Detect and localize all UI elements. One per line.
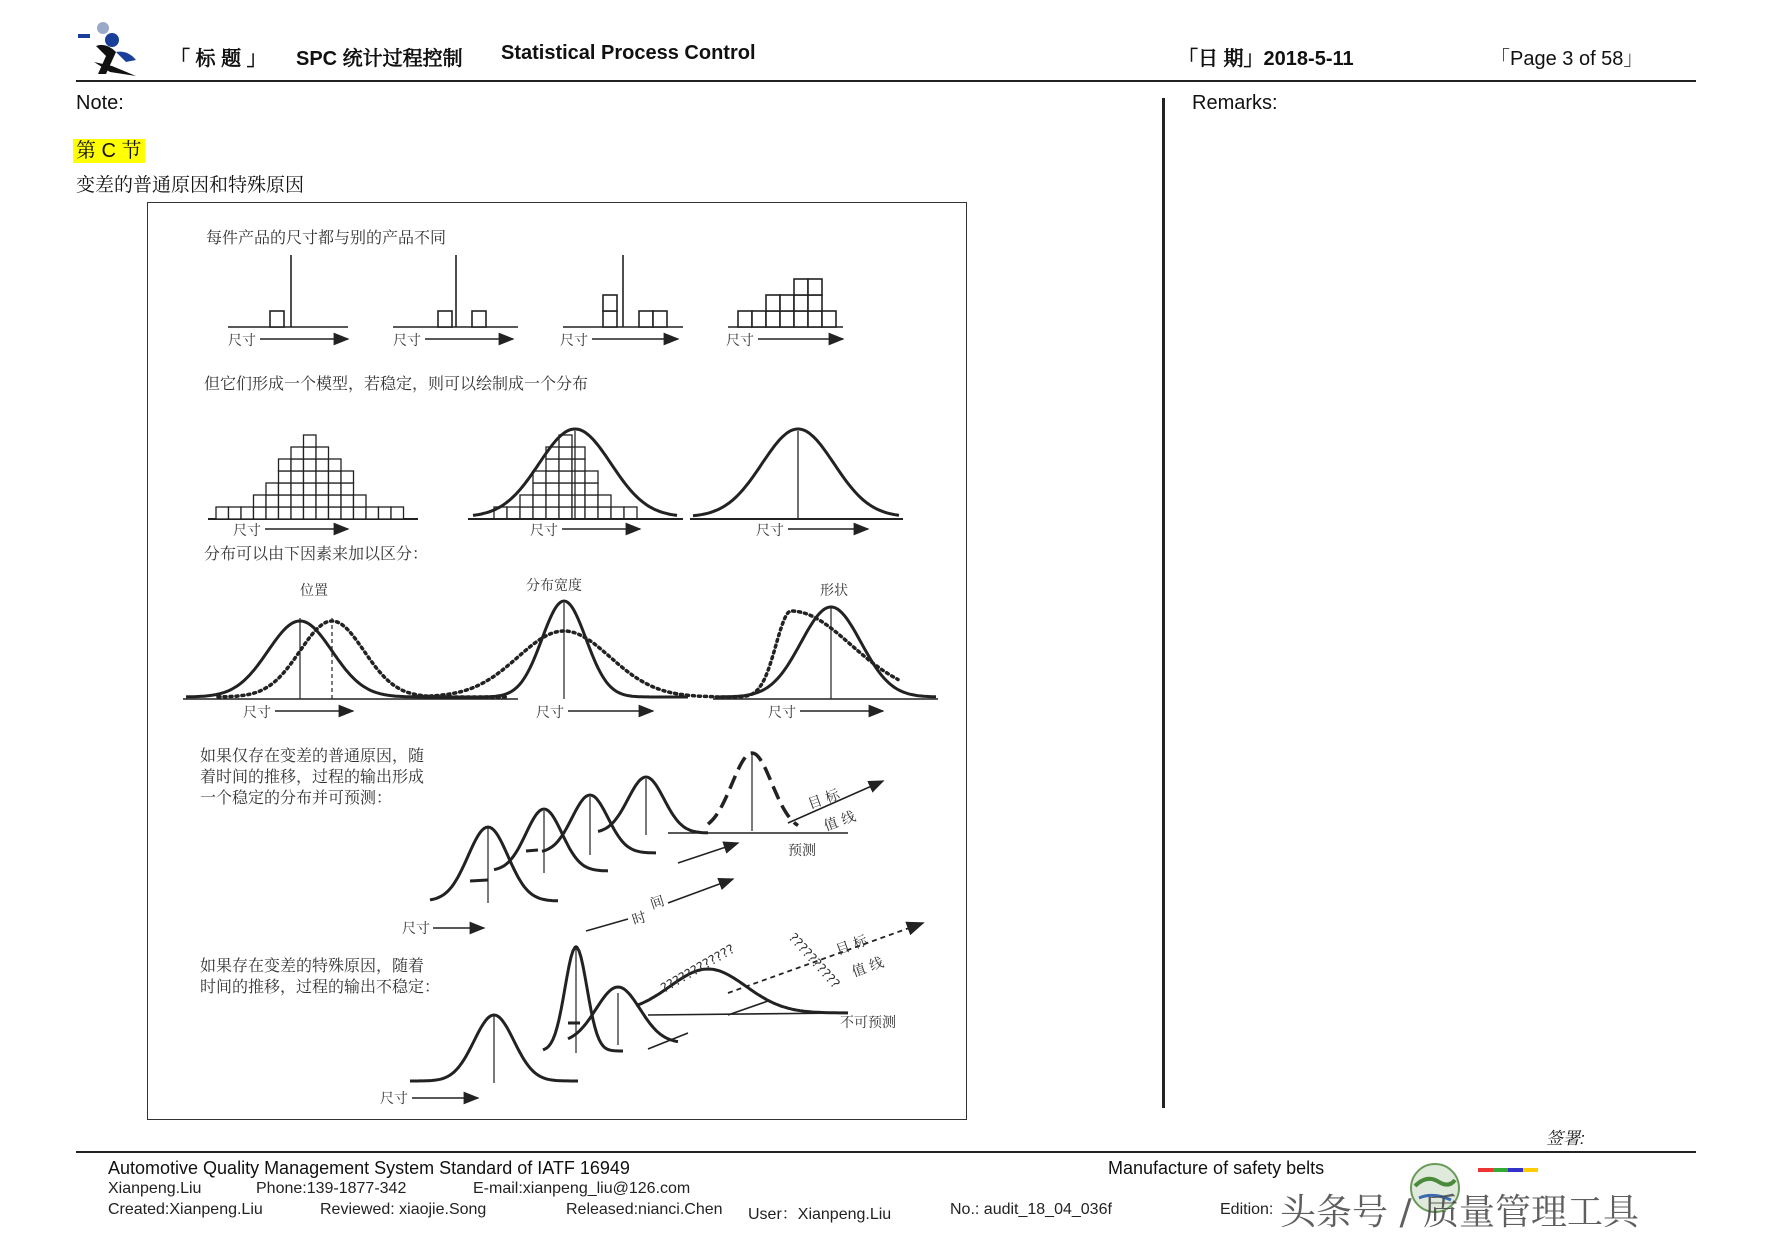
- header-page-number: 「Page 3 of 58」: [1490, 48, 1644, 70]
- histogram-cell: [329, 483, 342, 495]
- histogram-cell: [291, 483, 304, 495]
- histogram-cell: [316, 447, 329, 459]
- question-marks-trail: ????????????: [658, 942, 738, 997]
- histogram-cell: [533, 471, 546, 483]
- histogram-3: [563, 255, 683, 327]
- size-label-r2-2: 尺寸: [530, 523, 558, 539]
- histogram-cell: [572, 483, 585, 495]
- company-logo: [76, 20, 152, 78]
- size-label-r3-1: 尺寸: [243, 705, 271, 721]
- footer-created: Created:Xianpeng.Liu: [108, 1201, 263, 1218]
- histogram-cell: [391, 507, 404, 519]
- histogram-cell: [572, 471, 585, 483]
- time-arrow-part-2: [668, 879, 733, 903]
- header-divider: [76, 80, 1696, 82]
- histogram-cell: [546, 495, 559, 507]
- histogram-cell: [216, 507, 229, 519]
- histogram-2: [393, 255, 518, 327]
- histogram-cell: [546, 471, 559, 483]
- histogram-cell: [520, 495, 533, 507]
- histogram-cell: [279, 471, 292, 483]
- header-title-label: 「 标 题 」: [170, 48, 267, 70]
- size-label-r1-4: 尺寸: [726, 333, 754, 349]
- histogram-cell: [598, 507, 611, 519]
- histogram-cell: [254, 507, 267, 519]
- special-cause-line-2: 时间的推移，过程的输出不稳定：: [200, 977, 441, 996]
- footer-released: Released:nianci.Chen: [566, 1201, 723, 1218]
- histogram-cell: [316, 483, 329, 495]
- histogram-cell: [624, 507, 637, 519]
- histogram-cell: [266, 483, 279, 495]
- histogram-cell: [341, 471, 354, 483]
- histogram-4: [728, 279, 843, 327]
- size-label-r1-3: 尺寸: [560, 333, 588, 349]
- size-label-r1-2: 尺寸: [393, 333, 421, 349]
- unpredictable-label: 不可预测: [840, 1015, 896, 1031]
- time-label-a: 时: [630, 909, 649, 929]
- histogram-cell: [585, 507, 598, 519]
- footer-phone: Phone:139-1877-342: [256, 1180, 407, 1197]
- common-cause-line-3: 一个稳定的分布并可预测：: [200, 788, 393, 807]
- location-label: 位置: [300, 583, 328, 599]
- histogram-cell: [329, 459, 342, 471]
- histogram-cell: [366, 507, 379, 519]
- watermark-text: 头条号 / 质量管理工具: [1280, 1192, 1640, 1233]
- histogram-cell: [559, 471, 572, 483]
- histogram-cell: [520, 507, 533, 519]
- histogram-cell: [611, 507, 624, 519]
- histogram-cell: [291, 471, 304, 483]
- histogram-cell: [572, 459, 585, 471]
- footer-standard: Automotive Quality Management System Standard of IATF 16949: [108, 1158, 630, 1178]
- target-label-1b: 值 线: [821, 808, 858, 835]
- histogram-cell: [585, 483, 598, 495]
- predict-label: 预测: [788, 843, 816, 859]
- histogram-cell: [379, 507, 392, 519]
- header-title-cn: SPC 统计过程控制: [296, 48, 463, 70]
- footer-number: No.: audit_18_04_036f: [950, 1201, 1112, 1218]
- size-label-r3-2: 尺寸: [536, 705, 564, 721]
- signature-label: 签署:: [1546, 1129, 1585, 1148]
- histogram-cell: [559, 495, 572, 507]
- histogram-cell: [291, 507, 304, 519]
- histogram-cell: [304, 459, 317, 471]
- shape-curves: [713, 607, 938, 699]
- histogram-cell: [546, 483, 559, 495]
- header-date: 「日 期」2018-5-11: [1178, 48, 1354, 70]
- histogram-cell: [291, 459, 304, 471]
- column-divider: [1162, 98, 1165, 1108]
- section-tag: [73, 134, 145, 163]
- row3-caption: 分布可以由下因素来加以区分：: [204, 544, 429, 563]
- variation-causes-figure: [147, 202, 967, 1120]
- histogram-cell: [316, 507, 329, 519]
- section-title: 变差的普通原因和特殊原因: [76, 175, 305, 196]
- histogram-cell: [279, 507, 292, 519]
- spread-label: 分布宽度: [526, 578, 582, 594]
- histogram-cell: [507, 507, 520, 519]
- histogram-cell: [354, 507, 367, 519]
- histogram-cell: [585, 495, 598, 507]
- histogram-cell: [304, 507, 317, 519]
- histogram-cell: [254, 495, 267, 507]
- time-arrow-part-1: [586, 919, 628, 931]
- figure-canvas: [148, 203, 966, 1119]
- histogram-cell: [585, 471, 598, 483]
- footer-divider: [76, 1151, 1696, 1153]
- common-cause-line-1: 如果仅存在变差的普通原因，随: [200, 746, 425, 765]
- location-curves: [183, 618, 518, 699]
- footer-product: Manufacture of safety belts: [1108, 1158, 1325, 1178]
- footer-author: Xianpeng.Liu: [108, 1180, 202, 1197]
- histogram-cell: [341, 483, 354, 495]
- row2-caption: 但它们形成一个模型，若稳定，则可以绘制成一个分布: [204, 374, 589, 393]
- footer-reviewed: Reviewed: xiaojie.Song: [320, 1201, 487, 1218]
- histogram-cell: [229, 507, 242, 519]
- note-label: Note:: [76, 92, 124, 114]
- special-cause-line-1: 如果存在变差的特殊原因，随着: [200, 956, 425, 975]
- size-label-r2-1: 尺寸: [233, 523, 261, 539]
- histogram-cell: [304, 495, 317, 507]
- histogram-cell: [354, 495, 367, 507]
- histogram-cell: [533, 483, 546, 495]
- histogram-cell: [546, 459, 559, 471]
- histogram-cell: [546, 507, 559, 519]
- row1-caption: 每件产品的尺寸都与别的产品不同: [206, 228, 447, 247]
- histogram-cell: [279, 483, 292, 495]
- histogram-cell: [316, 471, 329, 483]
- size-label-r3-3: 尺寸: [768, 705, 796, 721]
- histogram-cell: [316, 495, 329, 507]
- histogram-cell: [572, 447, 585, 459]
- histogram-cell: [279, 495, 292, 507]
- histogram-cell: [279, 459, 292, 471]
- histogram-1: [228, 255, 348, 327]
- section-tag-text: 第 C 节: [73, 139, 145, 163]
- histogram-cell: [572, 507, 585, 519]
- size-label-r2-3: 尺寸: [756, 523, 784, 539]
- histogram-cell: [533, 495, 546, 507]
- histogram-cell: [341, 495, 354, 507]
- size-label-r1-1: 尺寸: [228, 333, 256, 349]
- target-label-1a: 目 标: [805, 786, 842, 813]
- time-label-b: 间: [648, 893, 667, 913]
- stable-distribution-curves: [430, 753, 883, 903]
- histogram-cell: [559, 507, 572, 519]
- histogram-cell: [304, 435, 317, 447]
- footer-email: E-mail:xianpeng_liu@126.com: [473, 1180, 691, 1197]
- remarks-label: Remarks:: [1192, 92, 1278, 114]
- histogram-cell: [598, 495, 611, 507]
- histogram-cell: [266, 495, 279, 507]
- common-cause-line-2: 着时间的推移，过程的输出形成: [200, 767, 425, 786]
- footer-edition: Edition:: [1220, 1201, 1274, 1218]
- header-title-en: Statistical Process Control: [501, 42, 756, 64]
- histogram-cell: [304, 483, 317, 495]
- histogram-cell: [341, 507, 354, 519]
- histogram-cell: [316, 459, 329, 471]
- question-marks-trail-2: ??????????: [785, 930, 843, 992]
- histogram-cell: [291, 447, 304, 459]
- histogram-cell: [533, 507, 546, 519]
- histogram-cell: [241, 507, 254, 519]
- size-label-r4: 尺寸: [402, 921, 430, 937]
- histogram-cell: [291, 495, 304, 507]
- histogram-cell: [266, 507, 279, 519]
- target-label-2b: 值 线: [849, 954, 886, 981]
- target-label-2a: 目 标: [833, 932, 870, 959]
- logo-figure-icon: [76, 20, 152, 78]
- histogram-cell: [559, 459, 572, 471]
- histogram-cell: [329, 471, 342, 483]
- histogram-cell: [329, 507, 342, 519]
- spread-curves: [418, 601, 716, 699]
- shape-label: 形状: [820, 583, 848, 599]
- size-label-r5: 尺寸: [380, 1091, 408, 1107]
- histogram-cell: [559, 483, 572, 495]
- histogram-cell: [329, 495, 342, 507]
- histogram-cell: [304, 471, 317, 483]
- footer-user: User：Xianpeng.Liu: [748, 1206, 892, 1223]
- footer-logo-strip: [1478, 1168, 1538, 1172]
- histogram-full: [208, 435, 418, 519]
- normal-curve: [690, 429, 903, 519]
- histogram-cell: [304, 447, 317, 459]
- histogram-cell: [572, 495, 585, 507]
- histogram-with-curve: [468, 429, 683, 519]
- histogram-cell: [559, 447, 572, 459]
